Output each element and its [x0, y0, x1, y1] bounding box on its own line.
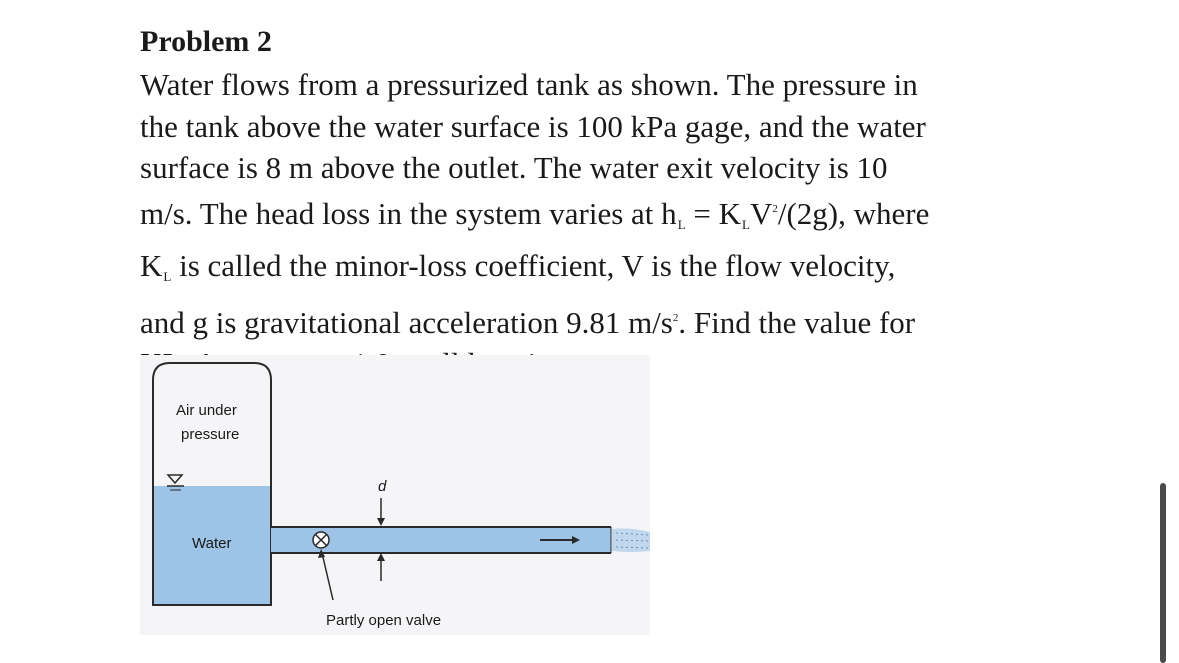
k-subscript: L: [742, 216, 750, 232]
v-superscript: 2: [772, 202, 778, 215]
scrollbar[interactable]: [1160, 483, 1166, 663]
water-jet: [612, 528, 650, 552]
statement-line-3: surface is 8 m above the outlet. The water exit velocity is 10: [140, 150, 888, 185]
water-label: Water: [192, 535, 232, 552]
line-4-text-b: = K: [685, 195, 742, 231]
diameter-label: d: [378, 478, 387, 495]
valve-icon: [313, 532, 329, 548]
statement-line-2: the tank above the water surface is 100 kPa gage, and the water: [140, 108, 926, 144]
air-label-line-1: Air under: [176, 402, 237, 419]
line-6-text-a: and g is gravitational acceleration 9.81 m/s: [140, 304, 673, 340]
line-5-text-b: is called the minor-loss coefficient, V is the flow velocity,: [171, 248, 896, 283]
line-4-text-a: m/s. The head loss in the system varies at h: [140, 195, 677, 231]
line-6-text-b: . Find the value for: [678, 304, 916, 340]
problem-statement: [140, 64, 1040, 385]
h-subscript: L: [677, 216, 686, 232]
air-label-line-2: pressure: [181, 426, 240, 443]
line-5-text-a: K: [140, 248, 163, 283]
valve-label: Partly open valve: [326, 612, 442, 629]
line-4-text-c: V: [749, 195, 773, 231]
statement-line-5: [140, 248, 895, 283]
kl-subscript: L: [163, 269, 172, 284]
statement-line-4: [140, 196, 929, 231]
s-superscript: 2: [672, 311, 679, 324]
statement-line-1: Water flows from a pressurized tank as shown. The pressure in: [140, 67, 918, 102]
tank-diagram: [140, 355, 650, 635]
problem-title: Problem 2: [140, 25, 272, 58]
problem-block: [140, 24, 1040, 385]
line-4-text-d: /(2g), where: [777, 195, 930, 231]
statement-line-6: [140, 305, 915, 340]
